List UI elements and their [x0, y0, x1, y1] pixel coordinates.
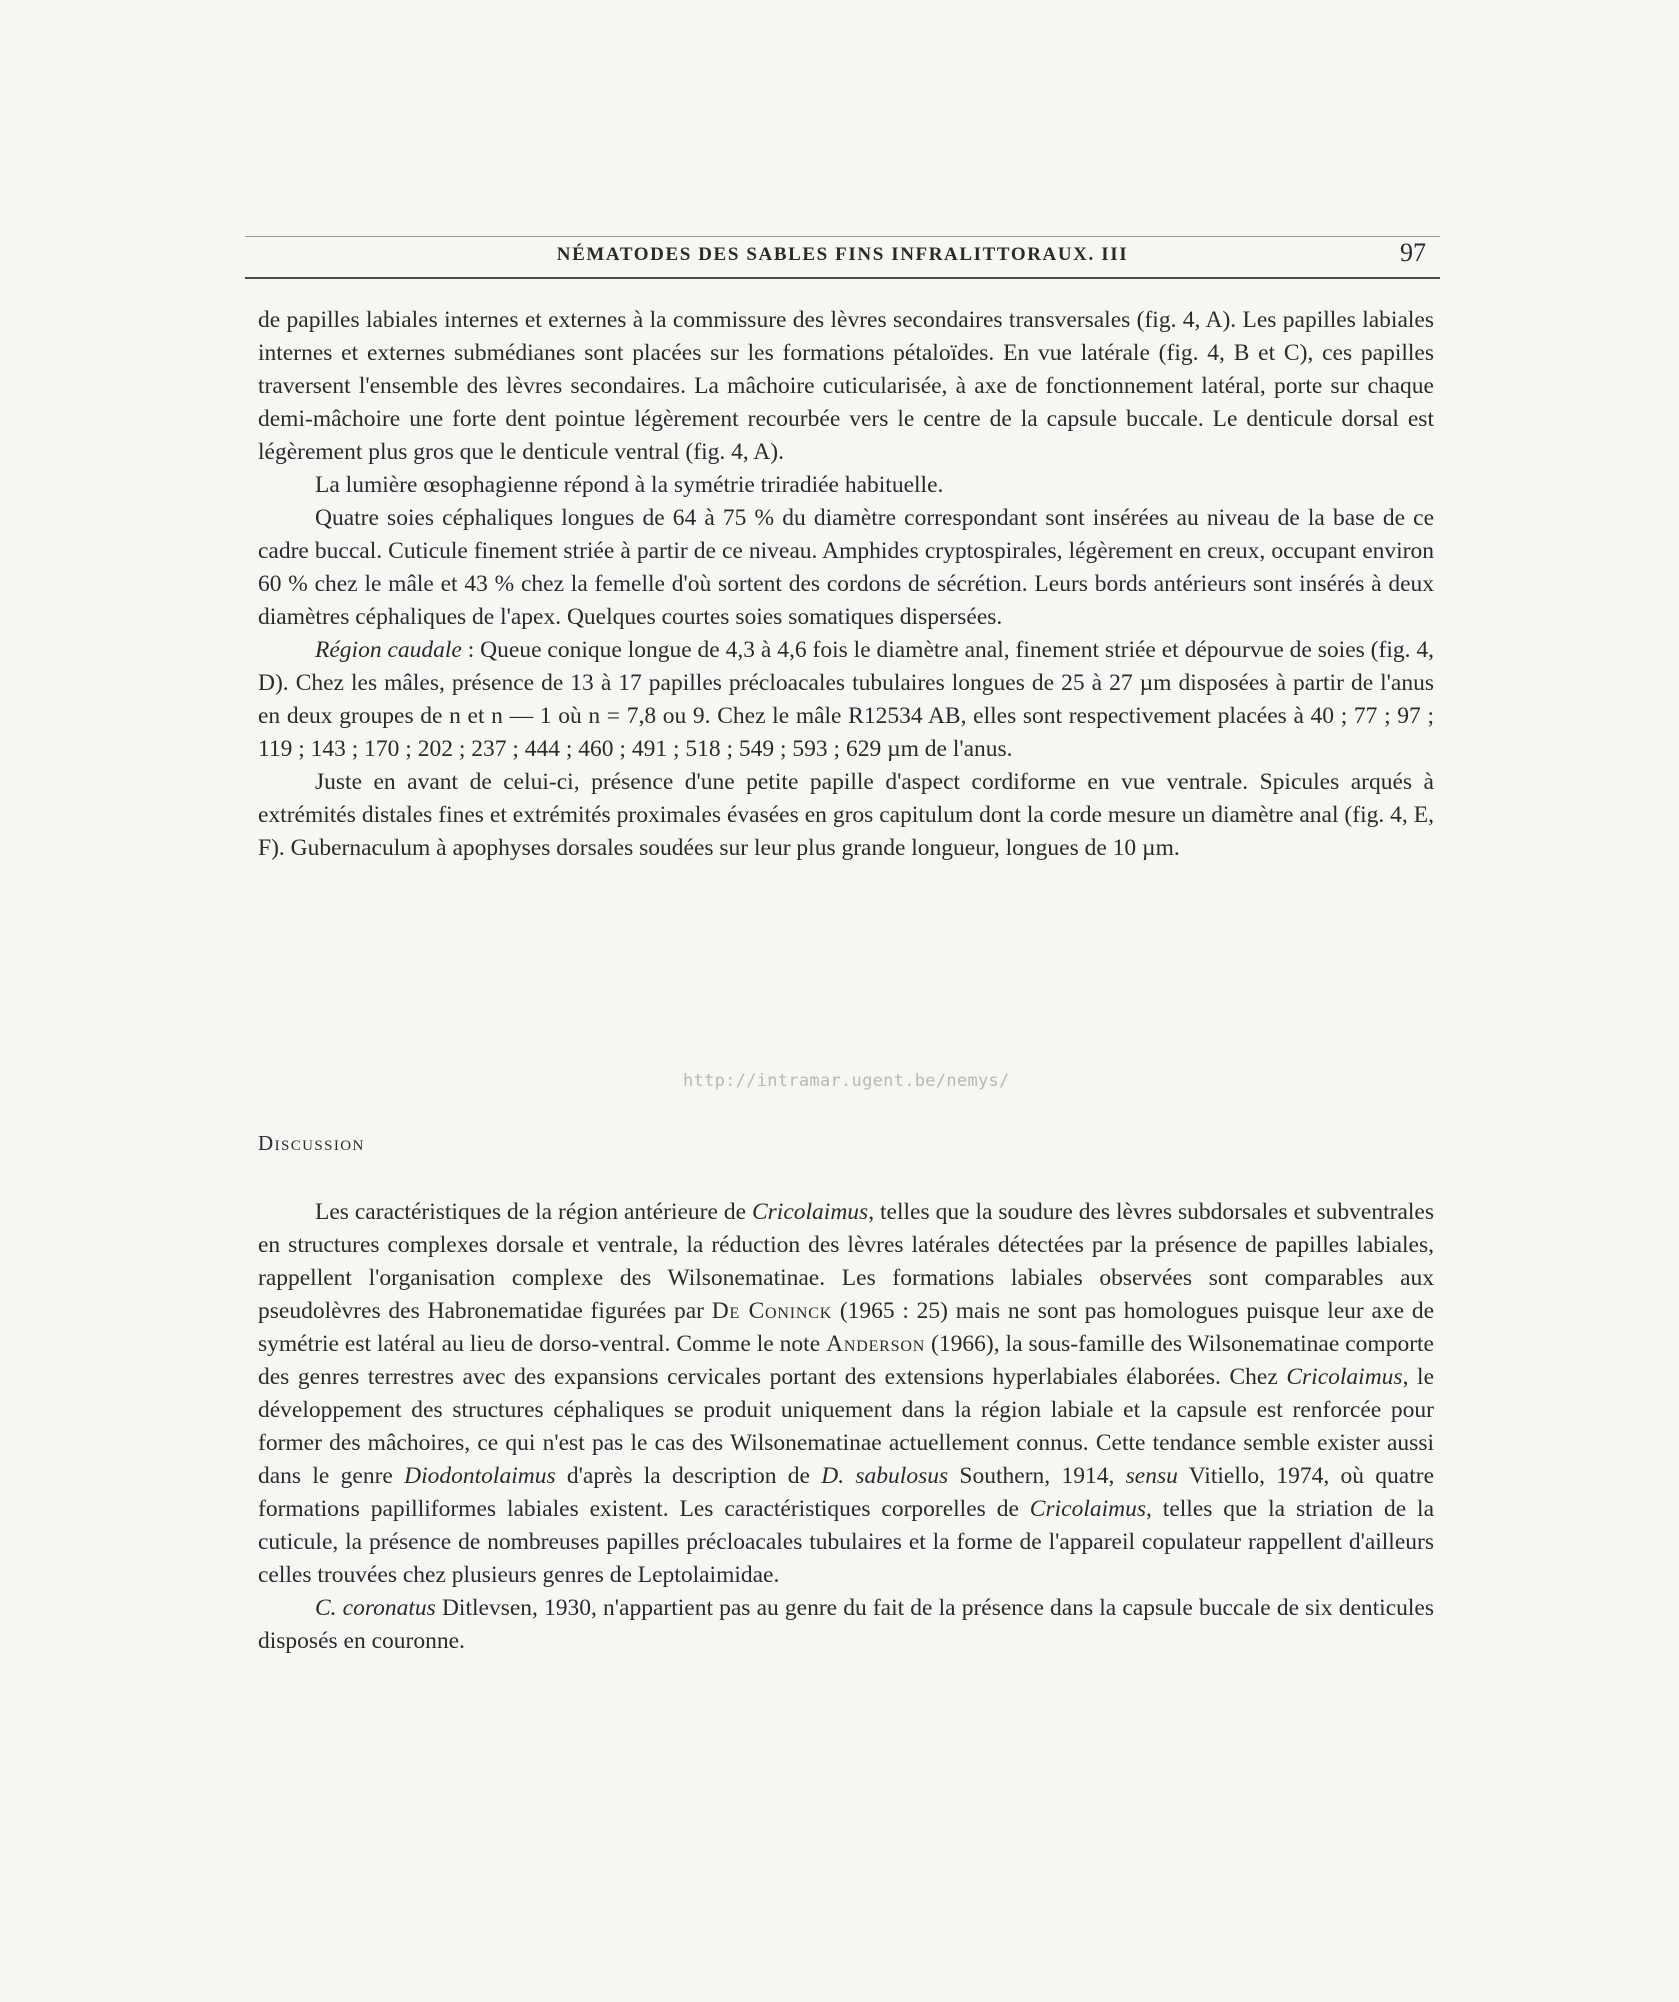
taxon-name: C. coronatus: [315, 1595, 436, 1621]
page-number: 97: [1400, 238, 1426, 267]
paragraph-cephalic-setae: Quatre soies céphaliques longues de 64 à 75 % du diamètre correspondant sont insérées au niveau de la base de ce cadre buccal. Cuticule finement striée à partir de ce niveau. Amphides cryptospirales, légèrement en creux, occupant environ 60 % chez le mâle et 43 % chez la femelle d'où sortent des cordons de sécrétion. Leurs bords antérieurs sont insérés à deux diamètres céphaliques de l'apex. Quelques courtes soies somatiques dispersées.: [258, 505, 1434, 630]
discussion-text: [258, 1196, 1434, 1658]
text-run: (1966), la sous-famille des Wilsonematinae comporte des genres terrestres avec des expansions cervicales portant des extensions hyperlabiales élaborées. Chez: [258, 1331, 1434, 1390]
discussion-heading: Discussion: [258, 1131, 365, 1155]
author-citation: De Coninck: [711, 1298, 833, 1324]
text-run: d'après la description de: [555, 1463, 822, 1489]
caudal-region-text: : Queue conique longue de 4,3 à 4,6 fois le diamètre anal, finement striée et dépourvue de soies (fig. 4, D). Chez les mâles, présence de 13 à 17 papilles précloacales tubulaires longues de 25 à 27 µm disposées à partir de l'anus en deux groupes de n et n — 1 où n = 7,8 ou 9. Chez le mâle R12534 AB, elles sont respectivement placées à 40 ; 77 ; 97 ; 119 ; 143 ; 170 ; 202 ; 237 ; 444 ; 460 ; 491 ; 518 ; 549 ; 593 ; 629 µm de l'anus.: [258, 637, 1434, 762]
paragraph-labial-papillae: de papilles labiales internes et externes à la commissure des lèvres secondaires transversales (fig. 4, A). Les papilles labiales internes et externes submédianes sont placées sur les formations pétaloïdes. En vue latérale (fig. 4, B et C), ces papilles traversent l'ensemble des lèvres secondaires. La mâchoire cuticularisée, à axe de fonctionnement latéral, porte sur chaque demi-mâchoire une forte dent pointue légèrement recourbée vers le centre de la capsule buccale. Le denticule dorsal est légèrement plus gros que le denticule ventral (fig. 4, A).: [258, 307, 1434, 465]
text-run: Ditlevsen, 1930, n'appartient pas au genre du fait de la présence dans la capsule buccale de six denticules disposés en couronne.: [258, 1595, 1434, 1654]
text-run: (1965 : 25) mais ne sont pas homologues puisque leur axe de symétrie est latéral au lieu de dorso-ventral. Comme le note: [258, 1298, 1435, 1357]
header-bottom-rule: [245, 277, 1440, 279]
text-run: Southern, 1914,: [948, 1463, 1126, 1489]
text-run: , telles que la soudure des lèvres subdorsales et subventrales en structures complexes dorsale et ventrale, la réduction des lèvres latérales détectées par la présence de papilles labiales, rappellent l'organisation complexe des Wilsonematinae. Les formations labiales observées sont comparables aux pseudolèvres des Habronematidae figurées par: [258, 1199, 1434, 1324]
paragraph-spicules: Juste en avant de celui-ci, présence d'une petite papille d'aspect cordiforme en vue ventrale. Spicules arqués à extrémités distales fines et extrémités proximales évasées en gros capitulum dont la corde mesure un diamètre anal (fig. 4, E, F). Gubernaculum à apophyses dorsales soudées sur leur plus grande longueur, longues de 10 µm.: [258, 769, 1434, 861]
latin-term: sensu: [1125, 1463, 1178, 1489]
description-text: [258, 304, 1434, 865]
running-head: NÉMATODES DES SABLES FINS INFRALITTORAUX. III: [556, 244, 1129, 265]
taxon-name: Diodontolaimus: [404, 1463, 556, 1489]
text-run: , le développement des structures céphaliques se produit uniquement dans la région labiale et la capsule est renforcée pour former des mâchoires, ce qui n'est pas le cas des Wilsonematinae actuellement connus. Cette tendance semble exister aussi dans le genre: [258, 1364, 1434, 1489]
watermark-url: http://intramar.ugent.be/nemys/: [683, 1071, 1010, 1091]
page-header: [245, 240, 1440, 274]
text-run: Les caractéristiques de la région antérieure de: [315, 1199, 752, 1225]
header-top-rule: [245, 236, 1440, 237]
paragraph-c-coronatus: [258, 1592, 1434, 1658]
paragraph-caudal-region: [258, 634, 1434, 766]
paragraph-discussion-main: [258, 1196, 1434, 1592]
taxon-name: Cricolaimus: [1286, 1364, 1403, 1390]
paragraph-oesophageal-lumen: La lumière œsophagienne répond à la symétrie triradiée habituelle.: [315, 472, 944, 498]
caudal-region-label: Région caudale: [315, 637, 462, 663]
text-run: , telles que la striation de la cuticule, la présence de nombreuses papilles précloacales tubulaires et la forme de l'appareil copulateur rappellent d'ailleurs celles trouvées chez plusieurs genres de Leptolaimidae.: [258, 1496, 1434, 1588]
text-run: Vitiello, 1974, où quatre formations papilliformes labiales existent. Les caractéristiques corporelles de: [258, 1463, 1435, 1522]
taxon-name: D. sabulosus: [821, 1463, 949, 1489]
author-citation: Anderson: [826, 1331, 926, 1357]
taxon-name: Cricolaimus: [1029, 1496, 1147, 1522]
taxon-name: Cricolaimus: [751, 1199, 869, 1225]
